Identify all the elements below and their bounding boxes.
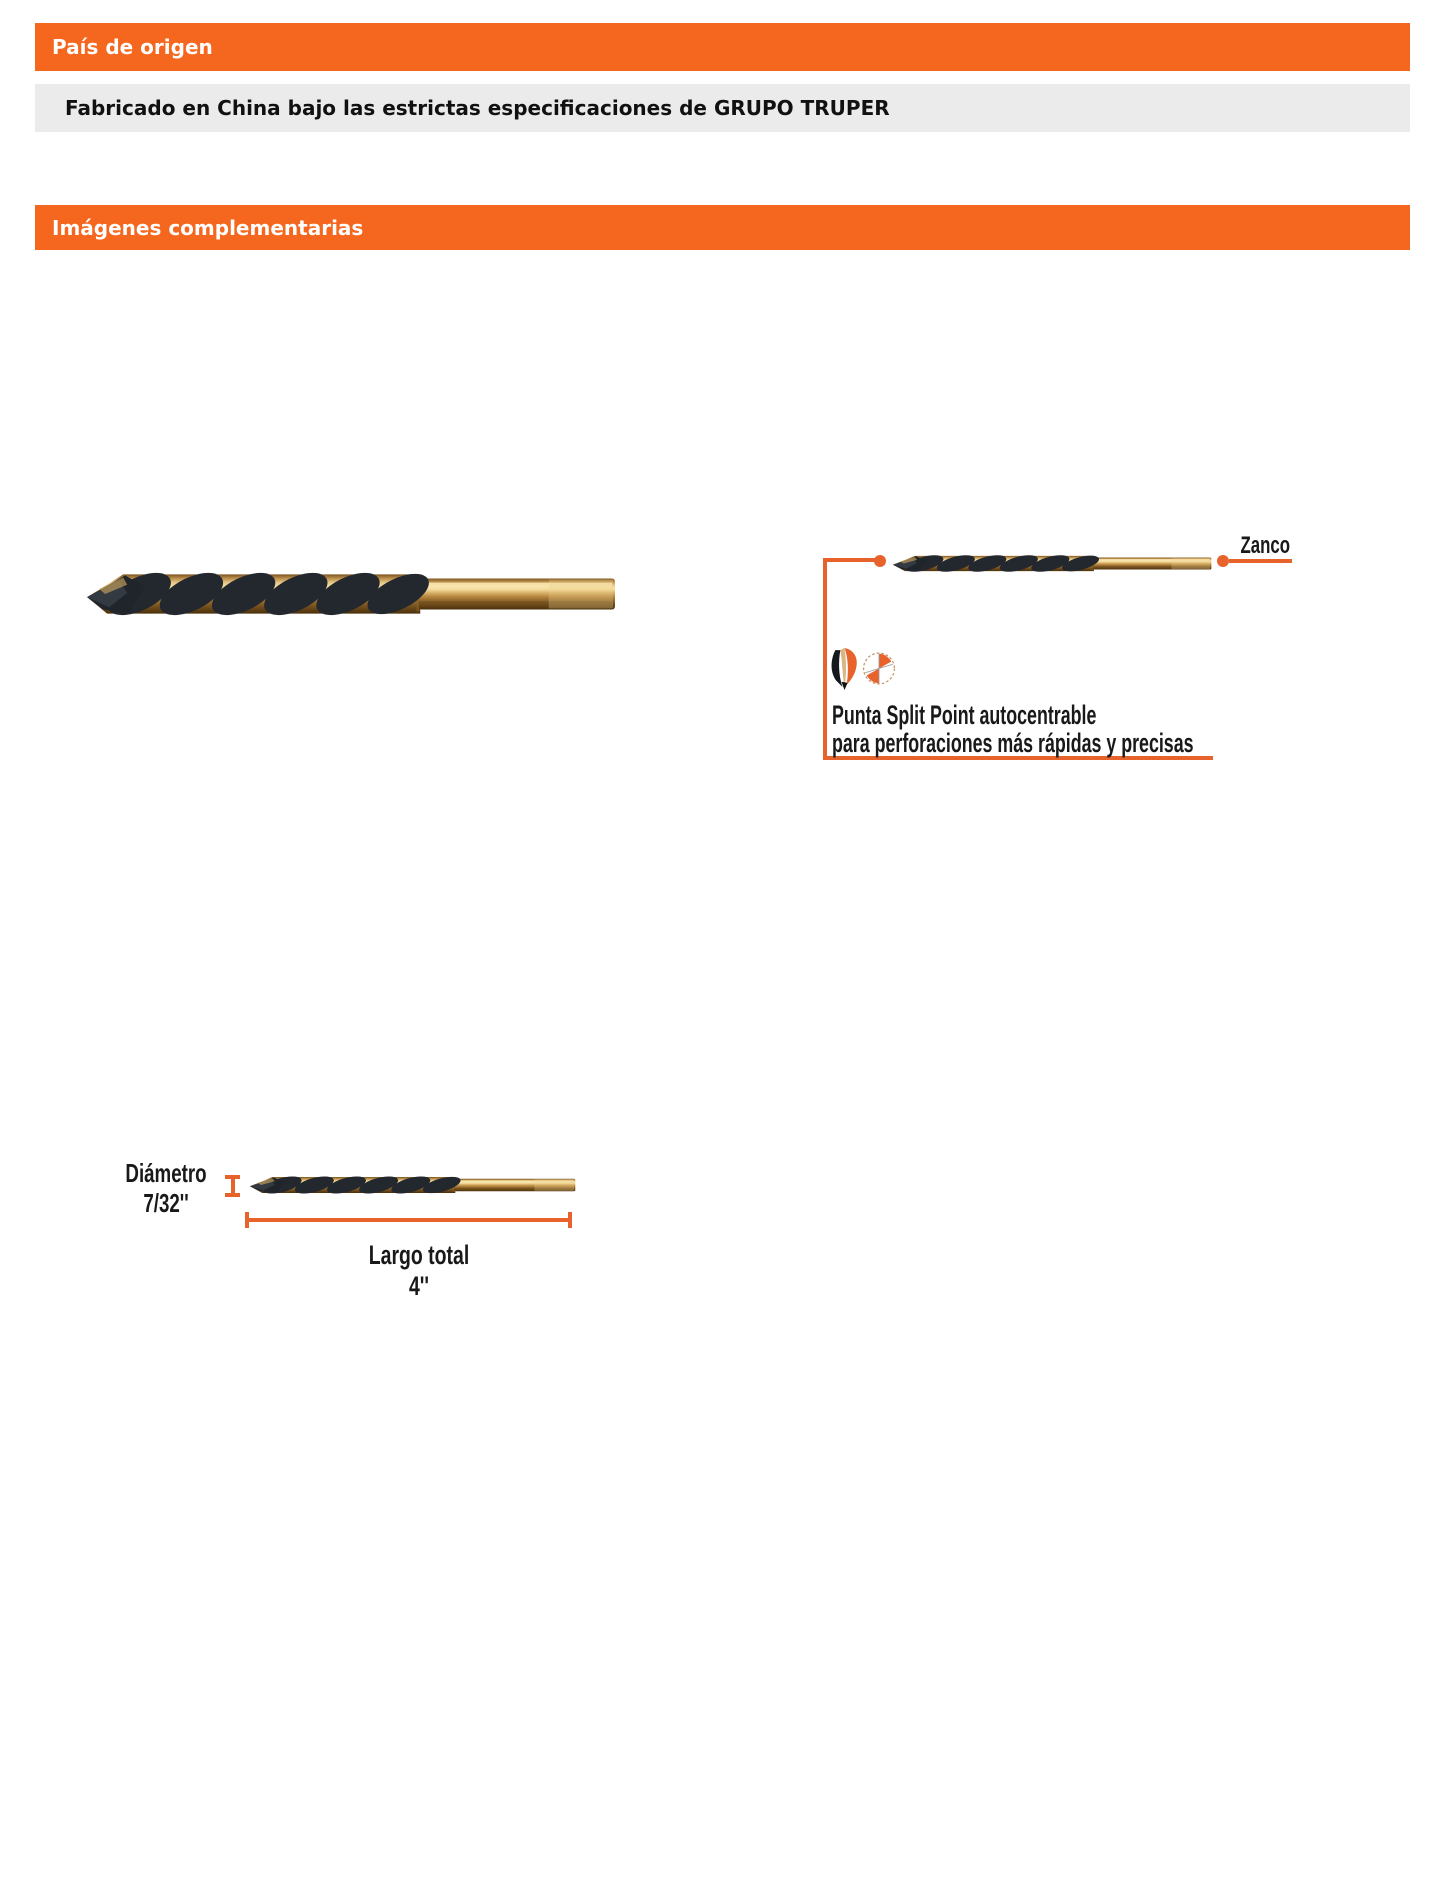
cross-section-icon [862, 651, 896, 686]
length-value: 4'' [408, 1271, 430, 1301]
origin-body-row [35, 84, 1410, 132]
drill-bit-image-large [79, 562, 621, 626]
callout-line-vertical [823, 558, 827, 760]
section-header-imagenes-complementarias [35, 205, 1410, 250]
drill-bit-image-dimensioned [245, 1172, 579, 1198]
split-point-caption-line1: Punta Split Point autocentrable [832, 700, 1097, 730]
split-point-tip-icon [828, 646, 861, 691]
diameter-marker-icon [225, 1175, 240, 1197]
section-title: País de origen [52, 35, 213, 59]
callout-line-horizontal [825, 558, 876, 562]
split-point-caption-line2: para perforaciones más rápidas y precisas [832, 728, 1194, 758]
origin-body-text: Fabricado en China bajo las estrictas especificaciones de GRUPO TRUPER [65, 96, 890, 120]
section-header-pais-de-origen [35, 23, 1410, 71]
diameter-label-block [116, 1158, 217, 1218]
length-dimension-line [245, 1218, 572, 1222]
length-label-block [354, 1240, 484, 1302]
length-dimension-tick-right [568, 1212, 572, 1228]
diameter-value: 7/32'' [143, 1188, 189, 1218]
diameter-label: Diámetro [125, 1158, 207, 1188]
length-dimension-tick-left [245, 1212, 249, 1228]
shank-label: Zanco [1240, 532, 1290, 559]
drill-bit-image-annotated [888, 551, 1215, 576]
length-label: Largo total [368, 1240, 470, 1270]
section-title: Imágenes complementarias [52, 215, 364, 240]
zanco-pointer-line [1229, 559, 1292, 563]
